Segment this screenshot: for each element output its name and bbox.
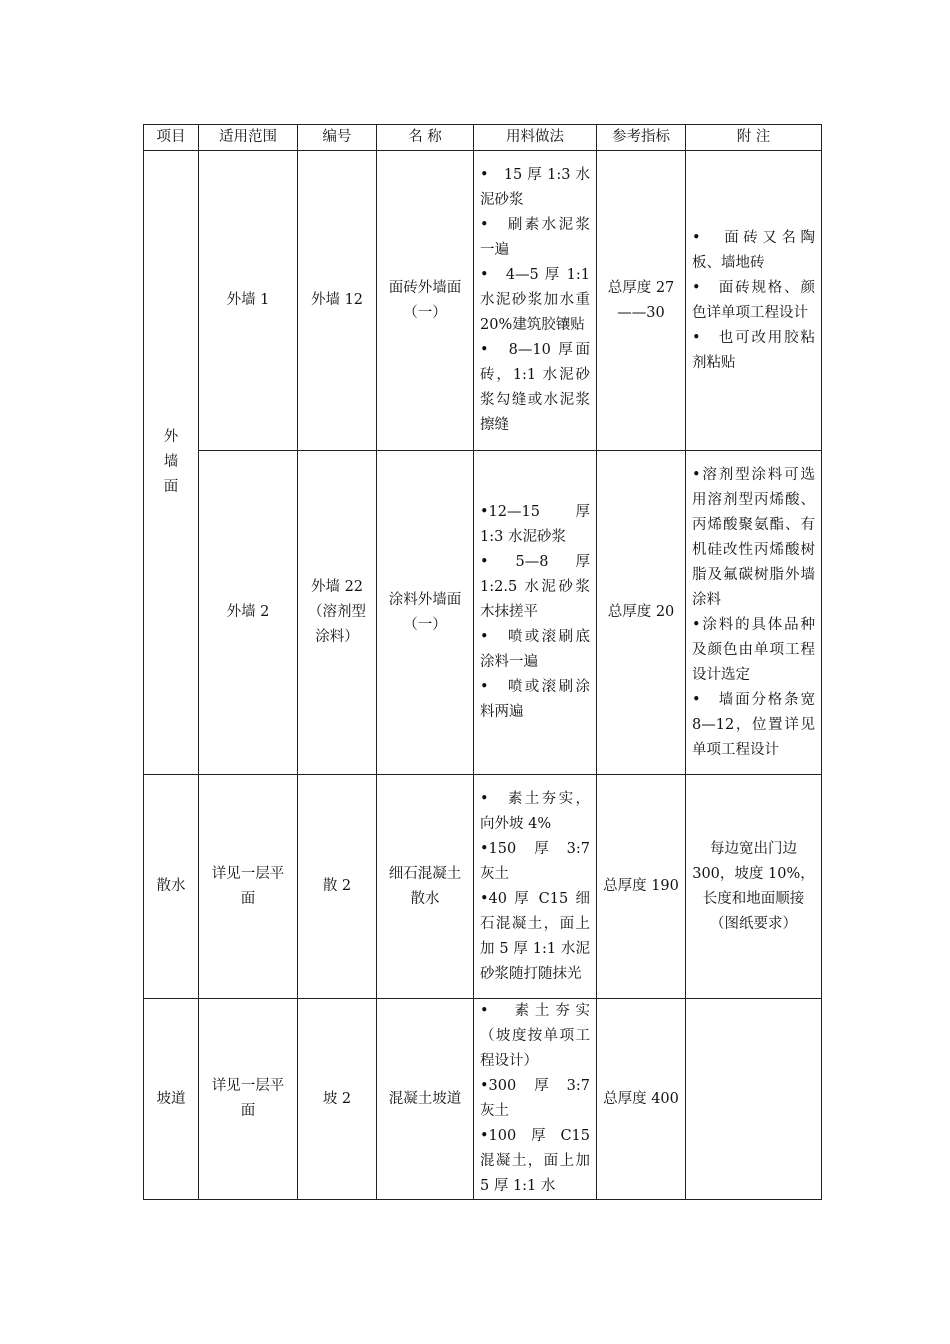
material-line: • 4—5 厚 1:1 水泥砂浆加水重 20%建筑胶镶贴 [480,267,590,333]
materials-cell [474,999,597,1200]
header-row [144,125,822,151]
scope-cell: 外墙 1 [199,151,298,451]
material-line: • 喷或滚刷涂料两遍 [480,679,590,720]
index-cell: 总厚度 27——30 [597,151,686,451]
index-cell: 总厚度 20 [597,451,686,775]
material-line: • 刷素水泥浆一遍 [480,217,590,258]
header-item: 项目 [144,125,199,151]
index-cell: 总厚度 190 [597,775,686,999]
group-cell-wall [144,151,199,775]
material-line: •40 厚 C15 细石混凝土，面上加 5 厚 1:1 水泥砂浆随打随抹光 [480,890,590,982]
note-line: • 墙面分格条宽 8—12，位置详见单项工程设计 [692,691,815,758]
name-cell: 细石混凝土散水 [377,775,474,999]
code-cell: 外墙 22（溶剂型涂料） [298,451,377,775]
material-line: • 15 厚 1:3 水泥砂浆 [480,167,590,208]
table-row-wall2 [144,451,822,775]
note-line: •涂料的具体品种及颜色由单项工程设计选定 [692,616,815,683]
group-label-wall: 外墙面 [163,429,179,495]
notes-cell [686,999,822,1200]
material-line: • 素土夯实，向外坡 4% [480,790,590,832]
note-line: • 面砖又名陶板、墙地砖 [692,229,815,271]
scope-cell: 外墙 2 [199,451,298,775]
material-line: •12—15 厚 1:3 水泥砂浆 [480,504,590,545]
name-cell: 涂料外墙面（一） [377,451,474,775]
code-cell: 外墙 12 [298,151,377,451]
materials-cell [474,451,597,775]
material-line: •100 厚 C15 混凝土，面上加 5 厚 1:1 水 [480,1128,590,1194]
construction-spec-table [143,124,822,1200]
header-scope: 适用范围 [199,125,298,151]
code-cell: 散 2 [298,775,377,999]
material-line: • 喷或滚刷底涂料一遍 [480,629,590,670]
scope-cell: 详见一层平面 [199,999,298,1200]
notes-cell: 每边宽出门边 300，坡度 10%，长度和地面顺接（图纸要求） [686,775,822,999]
note-line: •溶剂型涂料可选用溶剂型丙烯酸、丙烯酸聚氨酯、有机硅改性丙烯酸树脂及氟碳树脂外墙涂料 [692,466,815,608]
group-cell-apron: 散水 [144,775,199,999]
table-row-wall1 [144,151,822,451]
scope-cell: 详见一层平面 [199,775,298,999]
group-cell-ramp: 坡道 [144,999,199,1200]
header-materials: 用料做法 [474,125,597,151]
materials-cell [474,151,597,451]
material-line: • 素土夯实（坡度按单项工程设计） [480,1003,590,1069]
notes-cell [686,451,822,775]
name-cell: 混凝土坡道 [377,999,474,1200]
header-notes: 附 注 [686,125,822,151]
name-cell: 面砖外墙面（一） [377,151,474,451]
index-cell: 总厚度 400 [597,999,686,1200]
table-row-apron [144,775,822,999]
note-line: • 面砖规格、颜色详单项工程设计 [692,279,815,321]
header-code: 编号 [298,125,377,151]
table-row-ramp [144,999,822,1200]
material-line: •150 厚 3:7 灰土 [480,840,590,882]
code-cell: 坡 2 [298,999,377,1200]
header-index: 参考指标 [597,125,686,151]
material-line: • 8—10 厚面砖，1:1 水泥砂浆勾缝或水泥浆擦缝 [480,342,590,433]
note-line: • 也可改用胶粘剂粘贴 [692,329,815,371]
notes-cell [686,151,822,451]
materials-cell [474,775,597,999]
header-name: 名 称 [377,125,474,151]
material-line: • 5—8 厚 1:2.5 水泥砂浆木抹搓平 [480,554,590,620]
material-line: •300 厚 3:7 灰土 [480,1078,590,1119]
